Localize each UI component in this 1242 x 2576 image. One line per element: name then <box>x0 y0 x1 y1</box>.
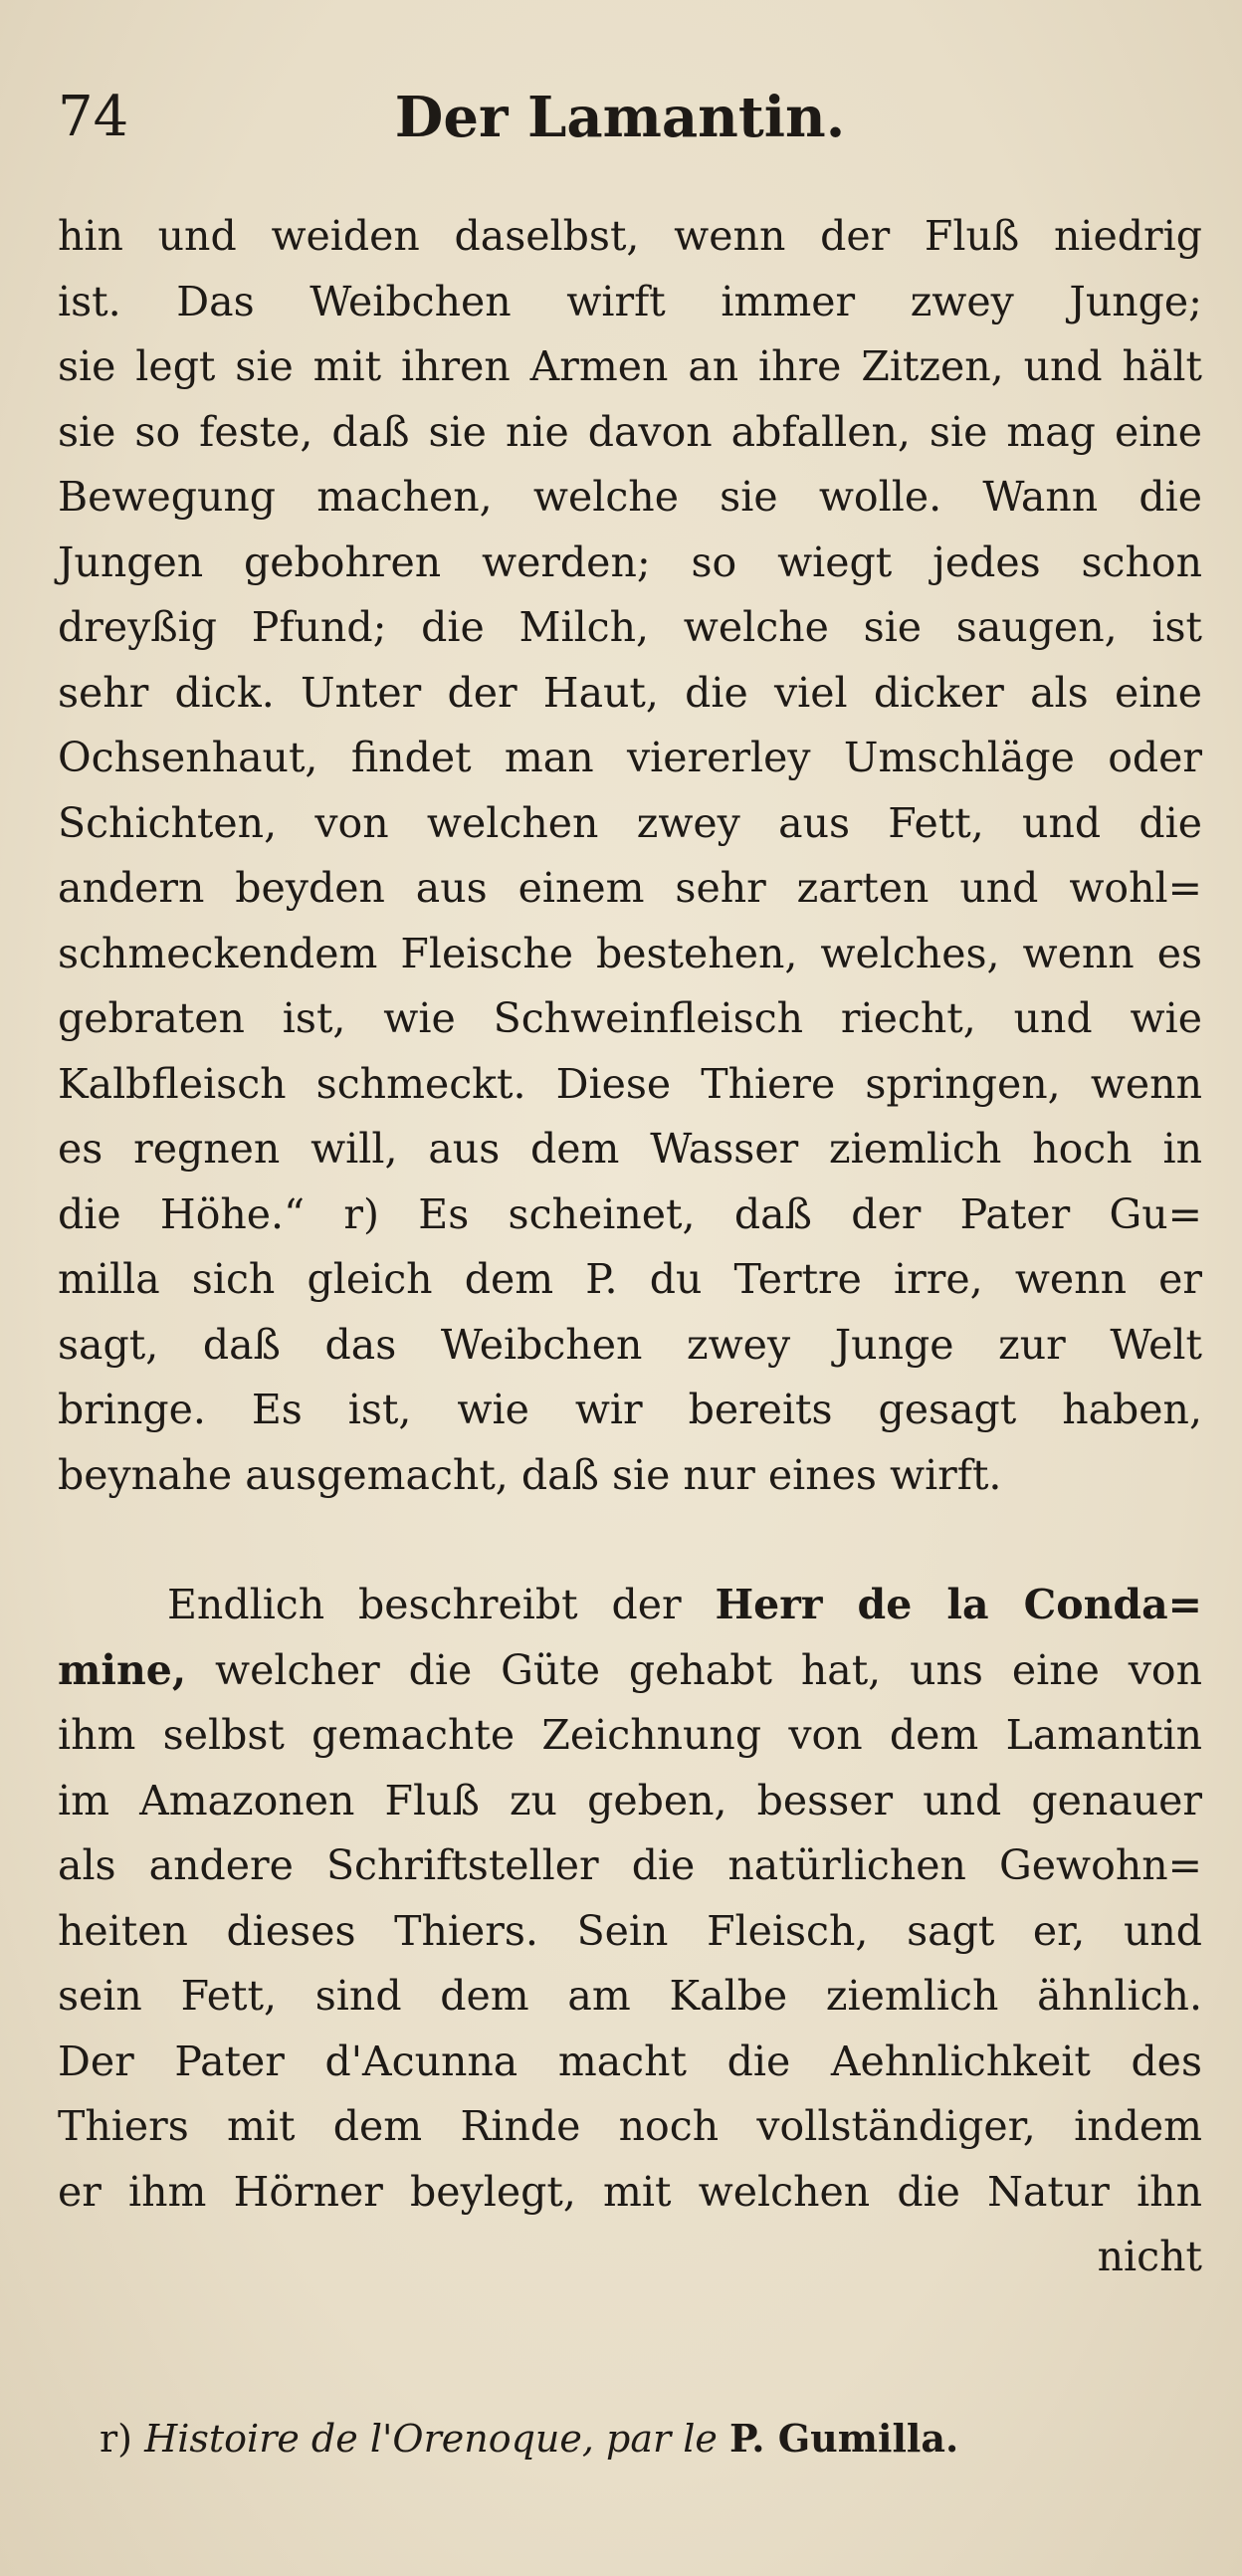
text-line: hin und weiden daselbst, wenn der Fluß niedrig <box>58 212 1202 260</box>
text-line: bringe. Es ist, wie wir bereits gesagt haben, <box>58 1386 1202 1433</box>
text-line <box>58 1638 1202 1704</box>
text-run: Endlich beschreibt der <box>167 1581 682 1628</box>
footnote-marker: r) <box>100 2417 132 2461</box>
running-head: Der Lamantin. <box>394 85 846 150</box>
text-line: gebraten ist, wie Schweinfleisch riecht, und wie <box>58 994 1202 1042</box>
paragraph-gap <box>58 1508 1202 1573</box>
footnote <box>100 2409 958 2469</box>
text-line: Ochsenhaut, findet man viererley Umschläge oder <box>58 734 1202 781</box>
text-line: heiten dieses Thiers. Sein Fleisch, sagt er, und <box>58 1906 1202 1955</box>
text-line: Kalbfleisch schmeckt. Diese Thiere springen, wenn <box>58 1059 1202 1108</box>
text-line: im Amazonen Fluß zu geben, besser und genauer <box>58 1776 1202 1825</box>
text-line: sein Fett, sind dem am Kalbe ziemlich ähnlich. <box>58 1972 1202 2020</box>
name-herr-de-la-condamine: Herr de la Conda= <box>715 1581 1202 1628</box>
text-line: Jungen gebohren werden; so wiegt jedes schon <box>58 537 1202 586</box>
text-line: Der Pater d'Acunna macht die Aehnlichkeit des <box>58 2037 1202 2085</box>
text-line: er ihm Hörner beylegt, mit welchen die Natur ihn <box>58 2167 1202 2216</box>
text-line: Thiers mit dem Rinde noch vollständiger, indem <box>58 2102 1202 2150</box>
text-line: als andere Schriftsteller die natürlichen Gewohn= <box>58 1841 1202 1889</box>
text-line: ihm selbst gemachte Zeichnung von dem Lamantin <box>58 1711 1202 1759</box>
footnote-title: Histoire de l'Orenoque, par le <box>144 2417 718 2461</box>
paragraph-1 <box>58 204 1202 1508</box>
text-line: schmeckendem Fleische bestehen, welches, wenn es <box>58 929 1202 977</box>
page-header <box>58 78 1182 157</box>
paragraph-2 <box>58 1573 1202 2290</box>
text-line: sagt, daß das Weibchen zwey Junge zur Welt <box>58 1320 1202 1369</box>
name-mine: mine, <box>58 1645 187 1694</box>
body-text <box>58 204 1202 2290</box>
text-line: dreyßig Pfund; die Milch, welche sie saugen, ist <box>58 603 1202 651</box>
page-number: 74 <box>58 85 129 149</box>
text-line: es regnen will, aus dem Wasser ziemlich hoch in <box>58 1125 1202 1173</box>
footnote-author: P. Gumilla. <box>728 2416 959 2461</box>
text-line: ist. Das Weibchen wirft immer zwey Junge; <box>58 277 1202 325</box>
text-line: Schichten, von welchen zwey aus Fett, und die <box>58 798 1202 847</box>
text-run: welcher die Güte gehabt hat, uns eine von <box>215 1645 1202 1694</box>
text-line: andern beyden aus einem sehr zarten und wohl= <box>58 864 1202 912</box>
text-line <box>58 1573 1202 1638</box>
text-line: sie legt sie mit ihren Armen an ihre Zitzen, und hält <box>58 342 1202 390</box>
text-line: Bewegung machen, welche sie wolle. Wann die <box>58 473 1202 521</box>
text-line: beynahe ausgemacht, daß sie nur eines wirft. <box>58 1450 1002 1499</box>
text-line: sie so feste, daß sie nie davon abfallen, sie mag eine <box>58 407 1202 456</box>
text-line: sehr dick. Unter der Haut, die viel dicker als eine <box>58 668 1202 717</box>
text-line: milla sich gleich dem P. du Tertre irre, wenn er <box>58 1255 1202 1303</box>
catchword: nicht <box>1097 2233 1202 2280</box>
text-line: die Höhe.“ r) Es scheinet, daß der Pater Gu= <box>58 1189 1202 1238</box>
